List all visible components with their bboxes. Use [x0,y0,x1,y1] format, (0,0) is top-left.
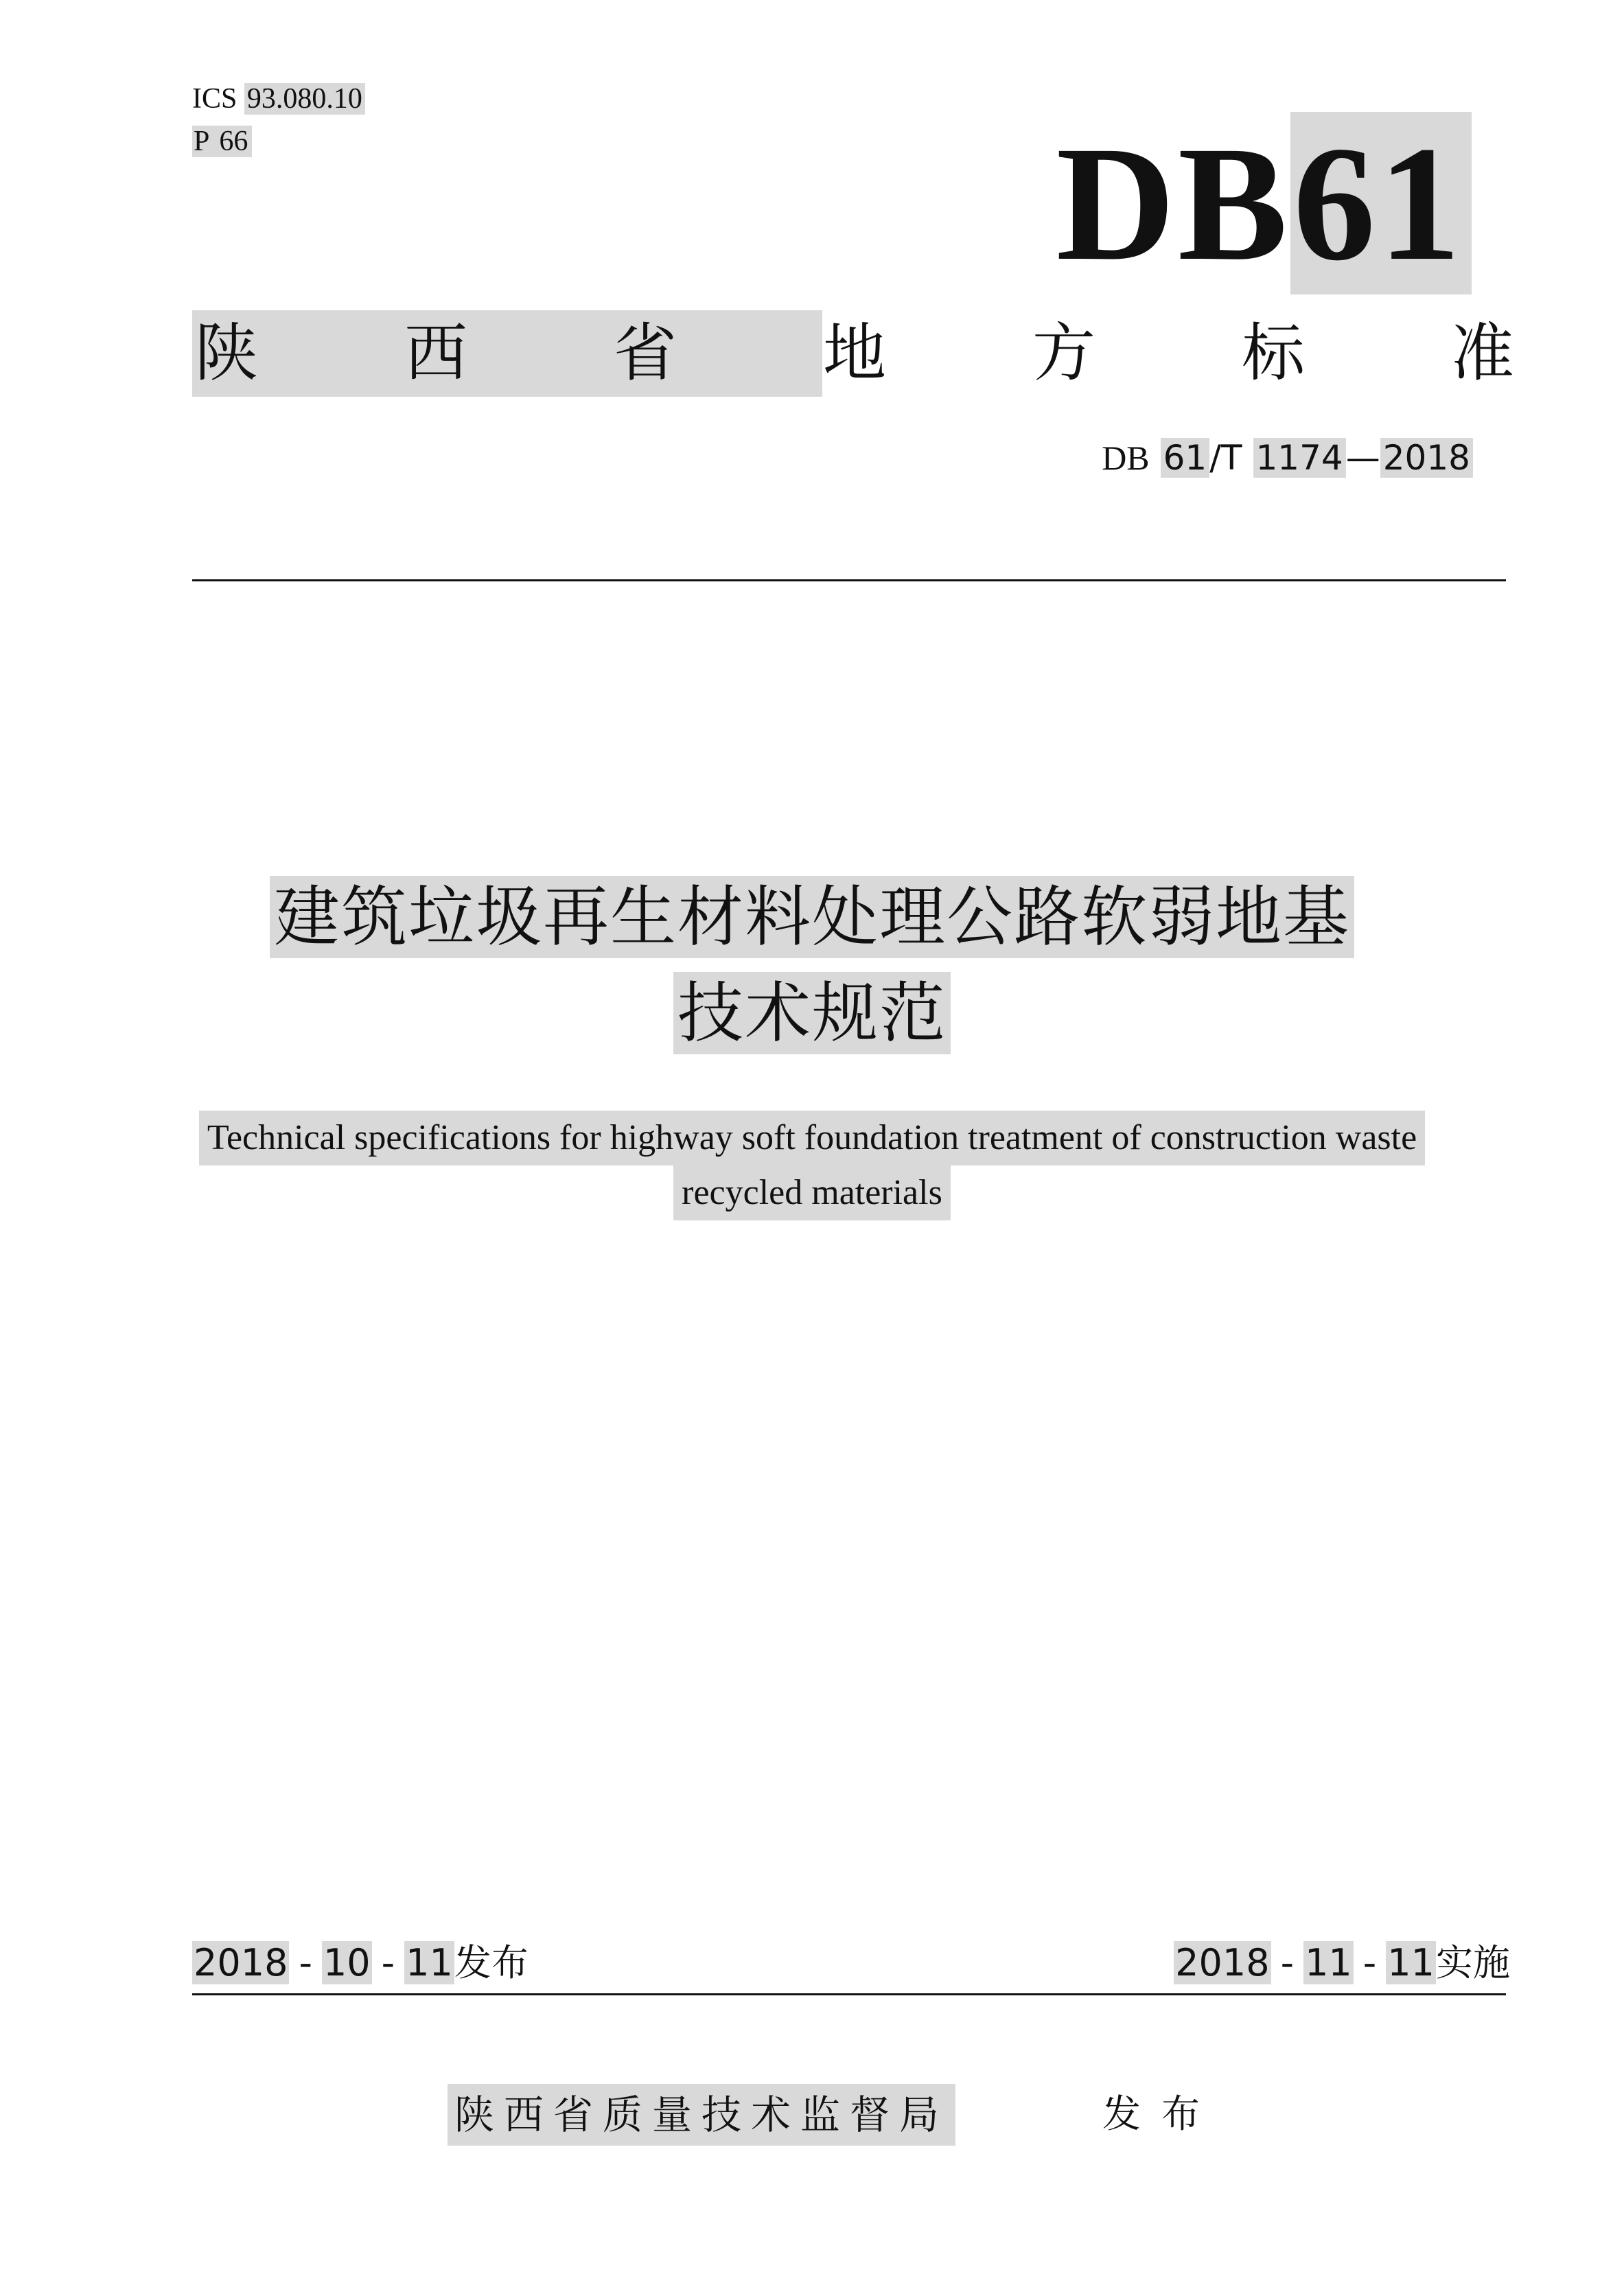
implement-day: 11 [1387,1941,1435,1984]
title-cn-line1 [0,876,1624,958]
category-char: 西 [404,316,467,390]
date-separator: - [1280,1941,1295,1984]
std-dash: — [1345,438,1380,478]
title-en-text-2: recycled materials [673,1166,951,1220]
issue-date [192,1936,529,1991]
standard-number [1102,434,1473,482]
std-prefix: DB [1102,439,1150,477]
implement-date [1174,1936,1510,1991]
title-cn-text-1: 建筑垃圾再生材料处理公路软弱地基 [270,876,1354,958]
ics-code [192,81,365,117]
ics-label: ICS [192,83,237,115]
footer-divider [192,1993,1506,1995]
title-en-text-1: Technical specifications for highway soft foundation treatment of construction waste [199,1111,1425,1166]
title-cn-line2 [0,972,1624,1054]
category-char: 方 [1032,316,1095,390]
std-region: 61 [1161,438,1210,478]
issue-label: 发布 [454,1941,529,1984]
ccs-code [192,124,252,159]
ccs-label: P [194,126,210,157]
category-char: 准 [1450,316,1514,390]
publisher-name: 陕西省质量技术监督局 [448,2084,955,2146]
title-en-line2 [0,1166,1624,1220]
date-separator: - [1362,1941,1377,1984]
issue-day: 11 [406,1941,453,1984]
title-en-line1 [0,1111,1624,1166]
date-separator: - [299,1941,312,1984]
ics-value: 93.080.10 [244,83,365,115]
implement-year: 2018 [1175,1941,1270,1984]
std-year: 2018 [1380,438,1473,478]
title-cn-text-2: 技术规范 [673,972,951,1054]
standard-category [192,310,1517,397]
category-char: 省 [613,316,677,390]
logo-prefix: DB [1056,112,1290,294]
category-char: 标 [1241,316,1305,390]
implement-month: 11 [1305,1941,1352,1984]
logo-number: 61 [1290,112,1472,294]
implement-label: 实施 [1436,1941,1510,1984]
date-separator: - [381,1941,395,1984]
header-divider [192,579,1506,581]
ccs-value: 66 [211,126,252,157]
category-char: 地 [822,316,886,390]
db61-logo [1056,112,1472,294]
issue-year: 2018 [194,1941,288,1984]
publish-label: 发布 [1102,2092,1220,2137]
std-number-value: 1174 [1253,438,1346,478]
std-type: /T [1209,438,1242,478]
category-char: 陕 [194,316,258,390]
issue-month: 10 [323,1941,371,1984]
